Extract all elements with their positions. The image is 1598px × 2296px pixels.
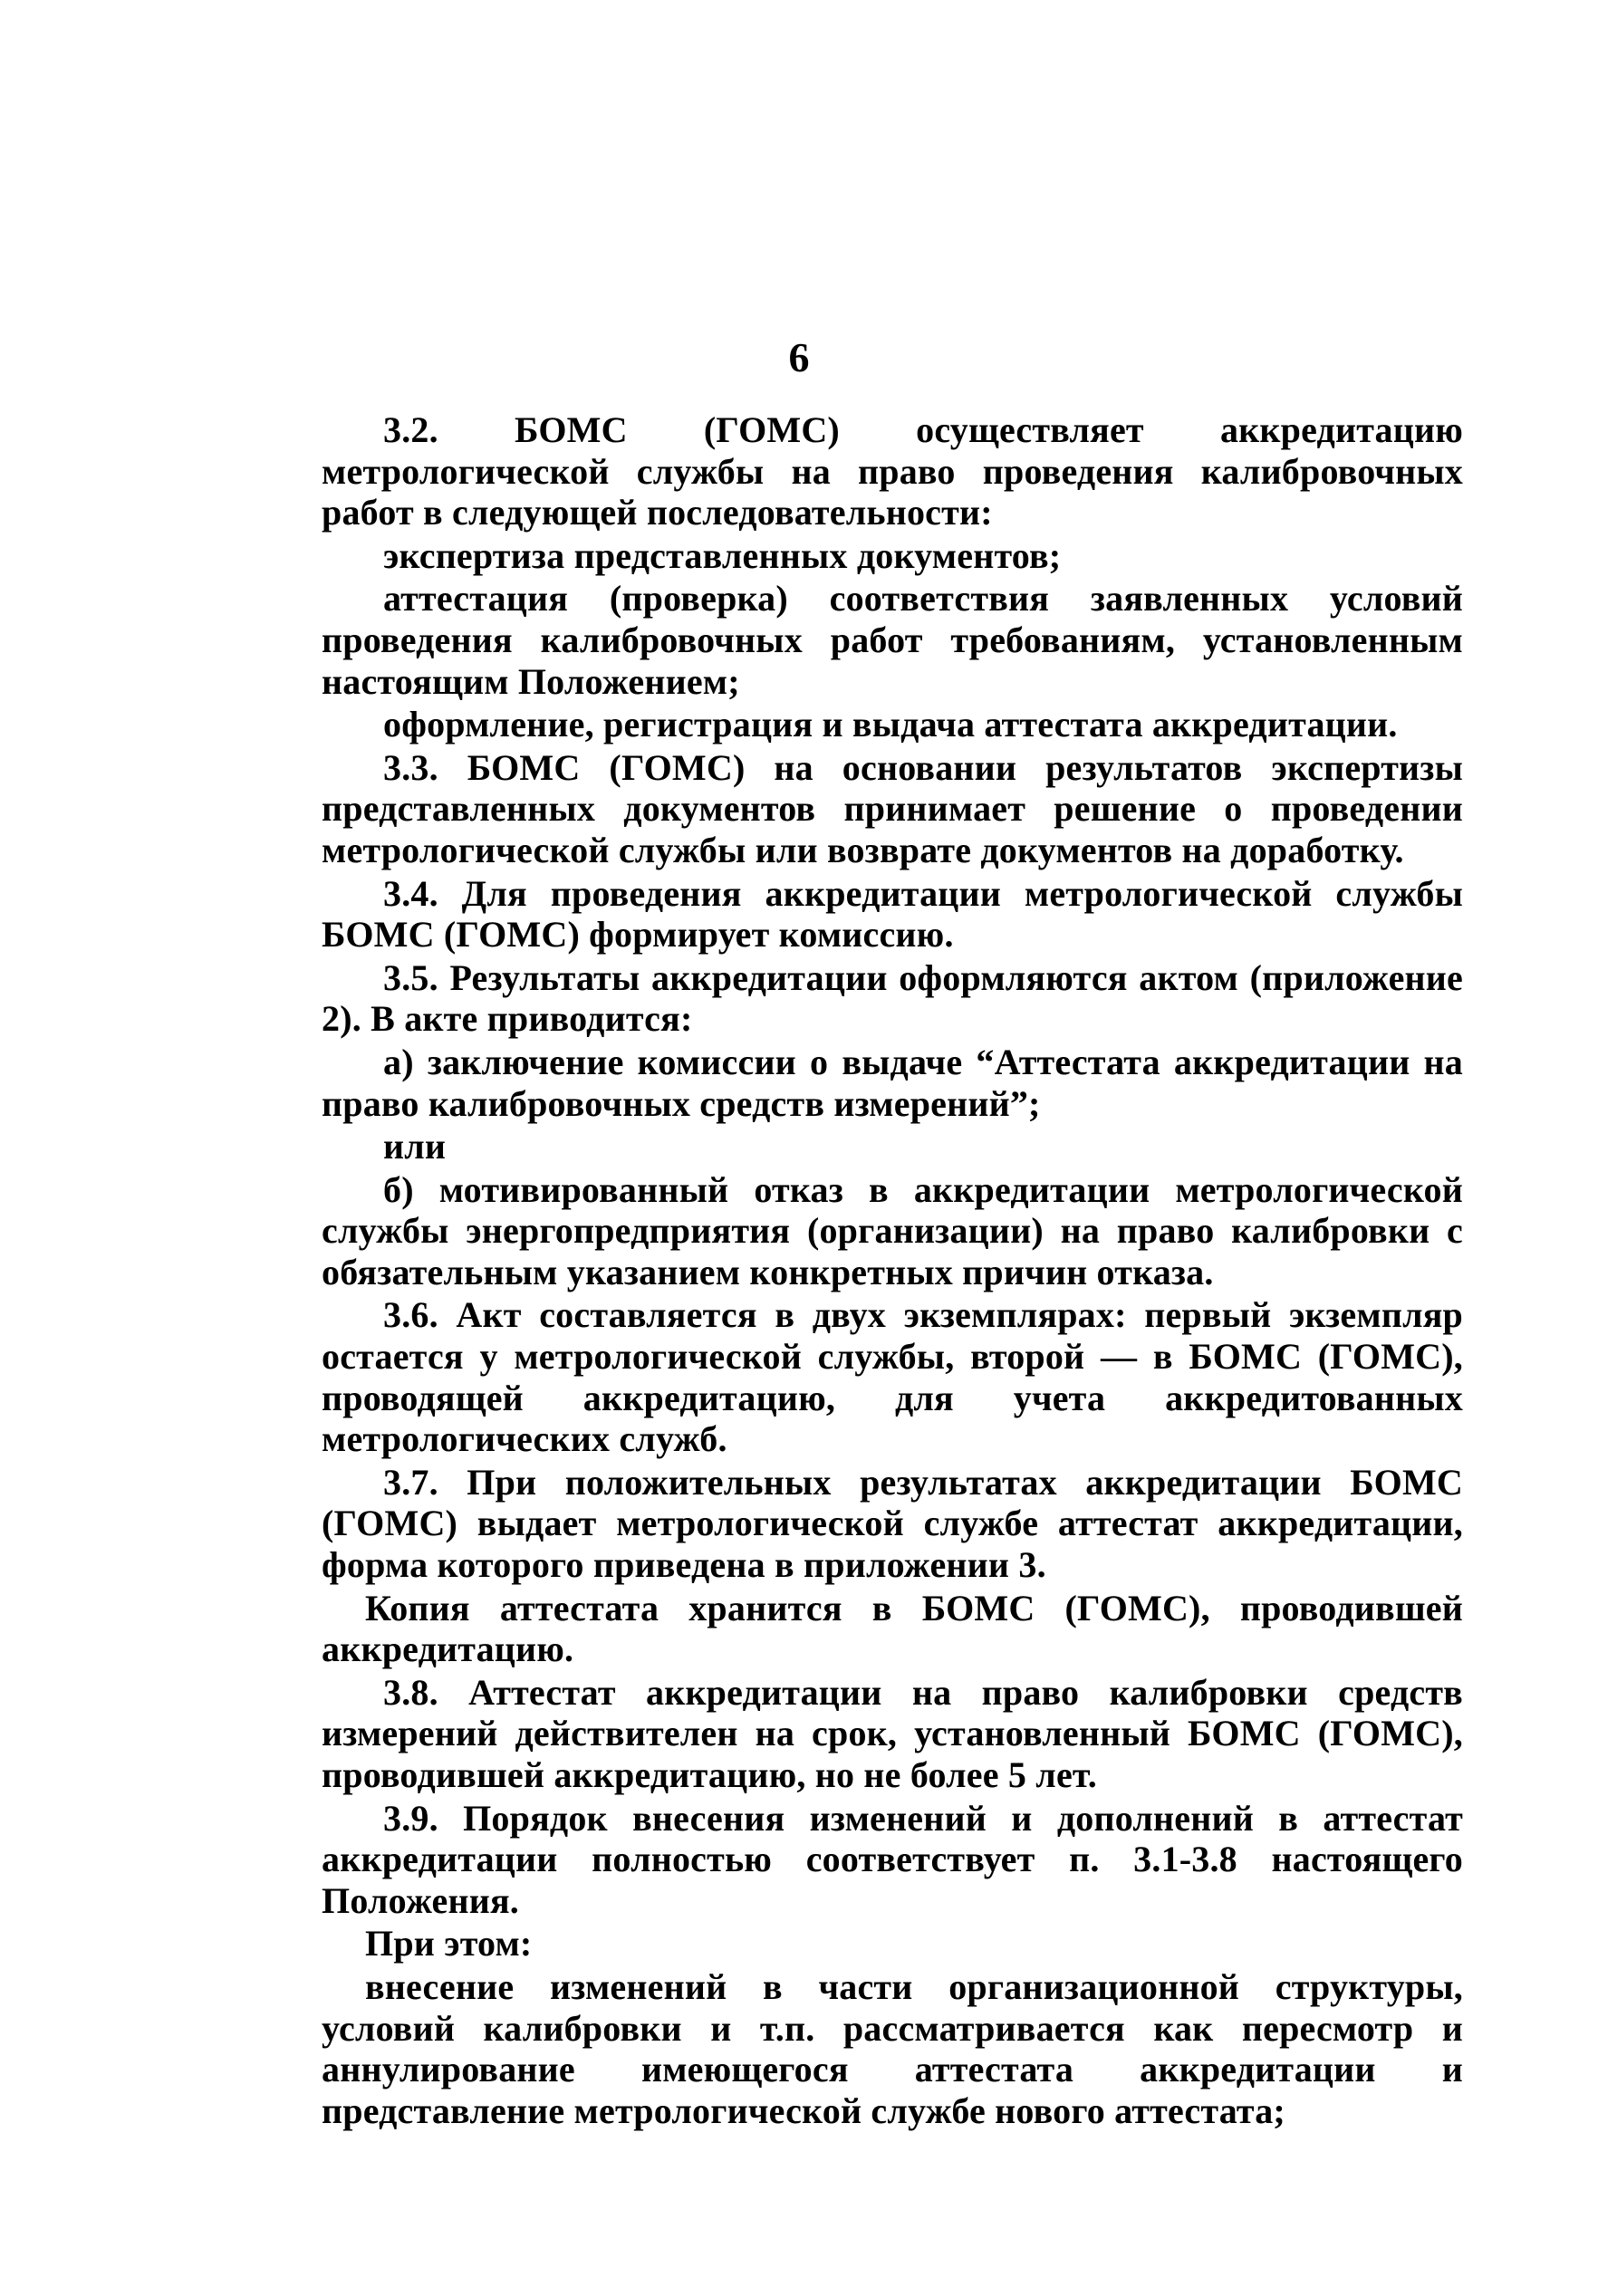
page-number: 6 — [788, 334, 810, 380]
paragraph-3-5: 3.5. Результаты аккредитации оформляются актом (приложение 2). В акте приводится: — [322, 956, 1463, 1040]
paragraph-3-6: 3.6. Акт составляется в двух экземплярах: первый экземпляр остается у метрологической службы, второй — в БОМС (ГОМС), проводящей аккредитацию, для учета аккредитованных метрологических служб. — [322, 1294, 1463, 1460]
paragraph-3-4: 3.4. Для проведения аккредитации метрологической службы БОМС (ГОМС) формирует комиссию. — [322, 872, 1463, 956]
paragraph-3-9-at-this: При этом: — [365, 1923, 533, 1965]
paragraph-3-5-a: а) заключение комиссии о выдаче “Аттестата аккредитации на право калибровочных средств измерений”; — [322, 1041, 1463, 1124]
paragraph-3-9: 3.9. Порядок внесения изменений и дополнений в аттестат аккредитации полностью соответствует п. 3.1-3.8 настоящего Положения. — [322, 1797, 1463, 1921]
paragraph-3-5-or: или — [383, 1126, 447, 1167]
paragraph-3-9-changes: внесение изменений в части организационной структуры, условий калибровки и т.п. рассматривается как пересмотр и аннулирование имеющегося аттестата аккредитации и представление метрологической службе нового аттестата; — [322, 1965, 1463, 2131]
paragraph-3-5-b: б) мотивированный отказ в аккредитации метрологической службы энергопредприятия (организации) на право калибровки с обязательным указанием конкретных причин отказа. — [322, 1168, 1463, 1292]
paragraph-3-2-registration: оформление, регистрация и выдача аттестата аккредитации. — [383, 704, 1398, 745]
paragraph-3-2-attestation: аттестация (проверка) соответствия заявленных условий проведения калибровочных работ требованиям, установленным настоящим Положением; — [322, 578, 1463, 702]
body-text — [322, 409, 1463, 2133]
paragraph-3-3: 3.3. БОМС (ГОМС) на основании результатов экспертизы представленных документов принимает решение о проведении метрологической службы или возврате документов на доработку. — [322, 746, 1463, 870]
paragraph-3-8: 3.8. Аттестат аккредитации на право калибровки средств измерений действителен на срок, установленный БОМС (ГОМС), проводившей аккредитацию, но не более 5 лет. — [322, 1671, 1463, 1795]
paragraph-3-7: 3.7. При положительных результатах аккредитации БОМС (ГОМС) выдает метрологической службе аттестат аккредитации, форма которого приведена в приложении 3. — [322, 1461, 1463, 1586]
paragraph-3-2: 3.2. БОМС (ГОМС) осуществляет аккредитацию метрологической службы на право проведения калибровочных работ в следующей последовательности: — [322, 409, 1463, 533]
paragraph-3-7-copy: Копия аттестата хранится в БОМС (ГОМС), проводившей аккредитацию. — [322, 1587, 1463, 1670]
paragraph-3-2-expertise: экспертиза представленных документов; — [383, 534, 1062, 576]
